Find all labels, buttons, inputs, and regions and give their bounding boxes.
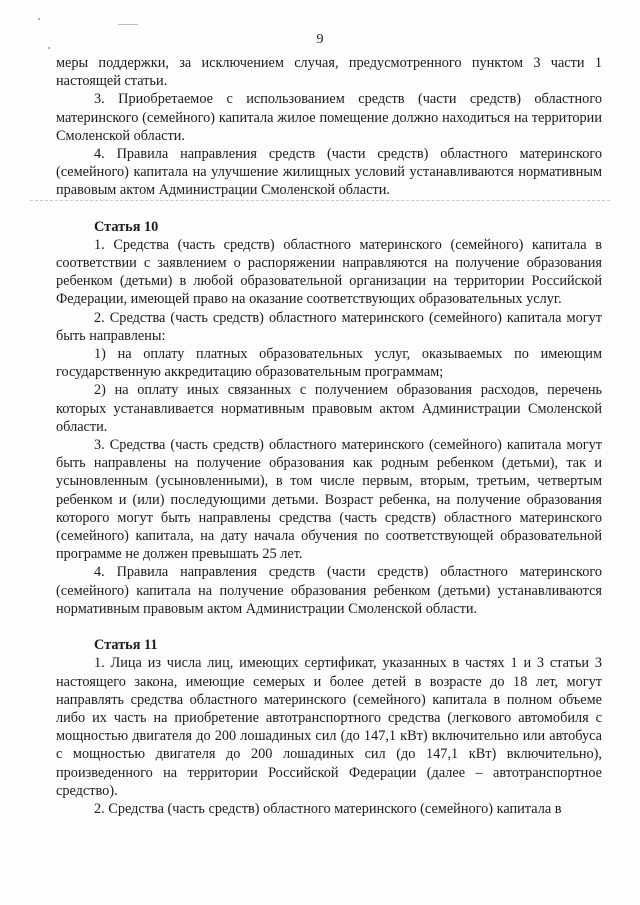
document-body (56, 54, 602, 818)
paragraph-top-continuation: меры поддержки, за исключением случая, предусмотренного пунктом 3 части 1 настоящей статьи. (56, 55, 602, 90)
article-10-paragraph-2: 2. Средства (часть средств) областного материнского (семейного) капитала могут быть направлены: (56, 309, 602, 344)
article-10-subitem-1: 1) на оплату платных образовательных услуг, оказываемых по имеющим государственную аккредитацию образовательным программам; (56, 346, 602, 381)
article-10-paragraph-4: 4. Правила направления средств (части средств) областного материнского (семейного) капитала на получение образования ребенком (детьми) устанавливаются нормативным правовым актом Администрации Смоленской области. (56, 564, 602, 617)
page-number: 9 (316, 32, 324, 47)
article-11-paragraph-1: 1. Лица из числа лиц, имеющих сертификат, указанных в частях 1 и 3 статьи 3 настоящего закона, имеющие семерых и более детей в возрасте до 18 лет, могут направлять средства областного материнского (семейного) капитала в полном объеме либо их часть на приобретение автотранспортного средства (легкового автомобиля с мощностью двигателя до 200 лошадиных сил (до 147,1 кВт) включительно или автобуса с мощностью двигателя до 200 лошадиных сил (до 147,1 кВт) включительно), произведенного на территории Российской Федерации (далее – автотранспортное средство). (56, 655, 602, 799)
scan-speck (118, 24, 138, 25)
article-10-paragraph-1: 1. Средства (часть средств) областного материнского (семейного) капитала в соответствии с заявлением о распоряжении направляются на получение образования ребенком (детьми) в любой образовательной организации на территории Российской Федерации, имеющей право на оказание соответствующих образовательных услуг. (56, 236, 602, 308)
scan-speck (48, 47, 50, 49)
article-10-paragraph-3: 3. Средства (часть средств) областного материнского (семейного) капитала могут быть направлены на получение образования как родным ребенком (детьми), так и усыновленным (усыновленными), в том числе первым, вторым, третьим, четвертым ребенком и (или) последующими детьми. Возраст ребенка, на получение образования которого могут быть направлены средства (часть средств) областного материнского (семейного) капитала, на дату начала обучения по соответствующей образовательной программе не должен превышать 25 лет. (56, 437, 602, 563)
article-11-title: Статья 11 (94, 637, 158, 654)
paragraph-top-3: 3. Приобретаемое с использованием средств (части средств) областного материнского (семейного) капитала жилое помещение должно находиться на территории Смоленской области. (56, 91, 602, 144)
article-10-title: Статья 10 (94, 218, 159, 235)
paragraph-top-4: 4. Правила направления средств (части средств) областного материнского (семейного) капитала на улучшение жилищных условий устанавливаются нормативным правовым актом Администрации Смоленской области. (56, 146, 602, 199)
article-11-paragraph-2: 2. Средства (часть средств) областного материнского (семейного) капитала в (94, 800, 562, 817)
article-10-subitem-2: 2) на оплату иных связанных с получением образования расходов, перечень которых устанавливается нормативным правовым актом Администрации Смоленской области. (56, 382, 602, 435)
scan-speck (38, 18, 40, 20)
